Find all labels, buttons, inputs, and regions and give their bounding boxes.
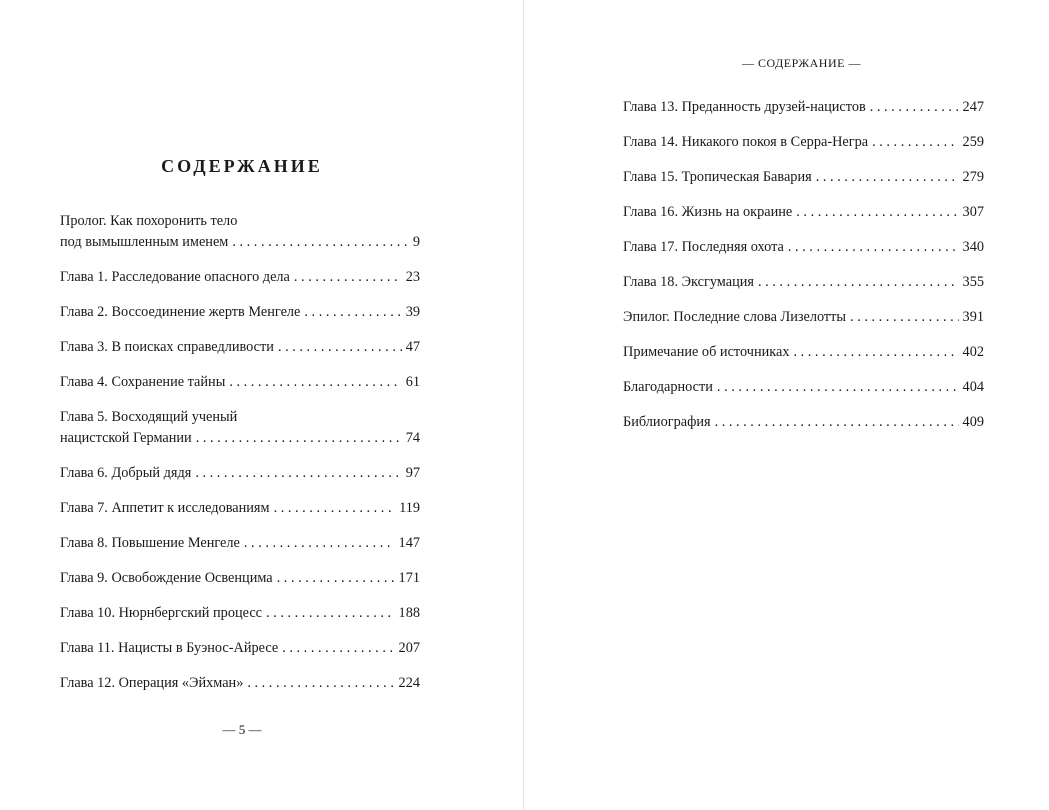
toc-entry-page: 47 <box>405 339 420 355</box>
toc-entry-line <box>60 463 420 484</box>
toc-entry-text: Глава 7. Аппетит к исследованиям <box>60 500 270 516</box>
dot-leader <box>195 463 401 484</box>
left-page <box>0 0 523 810</box>
page-number: — 5 — <box>222 722 262 737</box>
toc-entry-page: 409 <box>962 414 984 430</box>
toc-entry-text: Глава 4. Сохранение тайны <box>60 374 226 390</box>
toc-entry-chapter-10[interactable] <box>60 603 420 624</box>
toc-entry-chapter-12[interactable] <box>60 673 420 694</box>
toc-entry-chapter-5[interactable] <box>60 407 420 449</box>
toc-entry-text: Глава 2. Воссоединение жертв Менгеле <box>60 304 301 320</box>
toc-list-left <box>60 211 420 708</box>
toc-entry-line <box>623 412 984 433</box>
toc-entry-line <box>60 638 420 659</box>
dot-leader <box>793 342 958 363</box>
toc-entry-page: 97 <box>405 465 420 481</box>
toc-entry-chapter-17[interactable] <box>623 237 984 258</box>
toc-entry-page: 247 <box>962 99 984 115</box>
dot-leader <box>266 603 395 624</box>
toc-entry-page: 259 <box>962 134 984 150</box>
toc-entry-line <box>60 211 420 232</box>
toc-entry-line <box>623 202 984 223</box>
dot-leader <box>278 337 402 358</box>
toc-entry-chapter-6[interactable] <box>60 463 420 484</box>
toc-entry-text: Библиография <box>623 414 711 430</box>
dot-leader <box>715 412 959 433</box>
dot-leader <box>816 167 959 188</box>
toc-entry-line <box>60 337 420 358</box>
toc-entry-text: нацистской Германии <box>60 430 192 446</box>
dot-leader <box>232 232 408 253</box>
toc-entry-chapter-3[interactable] <box>60 337 420 358</box>
toc-entry-line <box>60 302 420 323</box>
dot-leader <box>304 302 401 323</box>
toc-entry-chapter-4[interactable] <box>60 372 420 393</box>
dot-leader <box>277 568 395 589</box>
toc-entry-line <box>60 673 420 694</box>
toc-entry-page: 147 <box>398 535 420 551</box>
toc-entry-page: 23 <box>405 269 420 285</box>
dot-leader <box>872 132 958 153</box>
toc-entry-chapter-14[interactable] <box>623 132 984 153</box>
toc-entry-page: 404 <box>962 379 984 395</box>
toc-entry-line <box>60 533 420 554</box>
toc-entry-text: Глава 10. Нюрнбергский процесс <box>60 605 263 621</box>
toc-entry-line <box>623 307 984 328</box>
toc-title: СОДЕРЖАНИЕ <box>161 156 323 176</box>
toc-entry-text: Глава 15. Тропическая Бавария <box>623 169 812 185</box>
toc-entry-page: 279 <box>962 169 984 185</box>
toc-entry-sources-note[interactable] <box>623 342 984 363</box>
toc-entry-text: Пролог. Как похоронить тело <box>60 213 238 229</box>
toc-entry-page: 340 <box>962 239 984 255</box>
toc-entry-chapter-7[interactable] <box>60 498 420 519</box>
toc-entry-line <box>623 132 984 153</box>
dot-leader <box>870 97 959 118</box>
toc-entry-page: 391 <box>962 309 984 325</box>
toc-entry-epilogue[interactable] <box>623 307 984 328</box>
toc-entry-page: 207 <box>398 640 420 656</box>
toc-entry-page: 39 <box>405 304 420 320</box>
dot-leader <box>850 307 959 328</box>
toc-entry-chapter-8[interactable] <box>60 533 420 554</box>
dot-leader <box>244 533 395 554</box>
toc-entry-text: Примечание об источниках <box>623 344 790 360</box>
toc-entry-chapter-13[interactable] <box>623 97 984 118</box>
toc-entry-chapter-16[interactable] <box>623 202 984 223</box>
dot-leader <box>229 372 401 393</box>
toc-entry-text: Глава 1. Расследование опасного дела <box>60 269 290 285</box>
dot-leader <box>196 428 402 449</box>
dot-leader <box>796 202 958 223</box>
toc-entry-text: Глава 12. Операция «Эйхман» <box>60 675 244 691</box>
toc-entry-text: Глава 3. В поисках справедливости <box>60 339 274 355</box>
running-head: — СОДЕРЖАНИЕ — <box>742 56 861 70</box>
toc-entry-page: 355 <box>962 274 984 290</box>
toc-entry-page: 9 <box>412 234 420 250</box>
toc-entry-chapter-18[interactable] <box>623 272 984 293</box>
toc-entry-text: Глава 6. Добрый дядя <box>60 465 192 481</box>
toc-entry-chapter-15[interactable] <box>623 167 984 188</box>
toc-entry-text: Глава 14. Никакого покоя в Серра-Негра <box>623 134 869 150</box>
toc-entry-text: Глава 13. Преданность друзей-нацистов <box>623 99 866 115</box>
toc-entry-line <box>60 568 420 589</box>
dot-leader <box>282 638 394 659</box>
right-page <box>524 0 1049 810</box>
toc-entry-chapter-9[interactable] <box>60 568 420 589</box>
toc-entry-text: Глава 18. Эксгумация <box>623 274 754 290</box>
toc-entry-line <box>623 377 984 398</box>
toc-entry-text: Глава 11. Нацисты в Буэнос-Айресе <box>60 640 279 656</box>
toc-entry-line <box>60 407 420 428</box>
toc-entry-chapter-11[interactable] <box>60 638 420 659</box>
dot-leader <box>294 267 402 288</box>
toc-entry-line <box>60 498 420 519</box>
toc-entry-line <box>60 267 420 288</box>
dot-leader <box>717 377 959 398</box>
toc-entry-text: Глава 5. Восходящий ученый <box>60 409 238 425</box>
toc-entry-text: Глава 9. Освобождение Освенцима <box>60 570 273 586</box>
toc-entry-prologue[interactable] <box>60 211 420 253</box>
toc-entry-page: 74 <box>405 430 420 446</box>
toc-entry-page: 61 <box>405 374 420 390</box>
toc-entry-bibliography[interactable] <box>623 412 984 433</box>
toc-entry-acknowledgements[interactable] <box>623 377 984 398</box>
toc-entry-page: 171 <box>398 570 420 586</box>
toc-entry-line <box>623 167 984 188</box>
toc-entry-line <box>60 603 420 624</box>
toc-entry-text: Глава 16. Жизнь на окраине <box>623 204 793 220</box>
toc-entry-page: 402 <box>962 344 984 360</box>
toc-entry-page: 188 <box>398 605 420 621</box>
toc-entry-text: под вымышленным именем <box>60 234 229 250</box>
toc-list-right <box>623 97 984 447</box>
dot-leader <box>274 498 396 519</box>
dot-leader <box>247 673 394 694</box>
toc-entry-line <box>60 372 420 393</box>
toc-entry-line <box>623 237 984 258</box>
toc-entry-text: Благодарности <box>623 379 713 395</box>
toc-entry-page: 119 <box>399 500 420 516</box>
toc-entry-text: Эпилог. Последние слова Лизелотты <box>623 309 847 325</box>
dot-leader <box>758 272 959 293</box>
toc-entry-chapter-2[interactable] <box>60 302 420 323</box>
toc-entry-line <box>623 97 984 118</box>
toc-entry-text: Глава 17. Последняя охота <box>623 239 784 255</box>
toc-entry-chapter-1[interactable] <box>60 267 420 288</box>
toc-entry-line <box>623 342 984 363</box>
toc-entry-line <box>623 272 984 293</box>
toc-entry-text: Глава 8. Повышение Менгеле <box>60 535 240 551</box>
dot-leader <box>788 237 959 258</box>
toc-entry-page: 224 <box>398 675 420 691</box>
toc-entry-line <box>60 428 420 449</box>
toc-entry-page: 307 <box>962 204 984 220</box>
toc-entry-line <box>60 232 420 253</box>
